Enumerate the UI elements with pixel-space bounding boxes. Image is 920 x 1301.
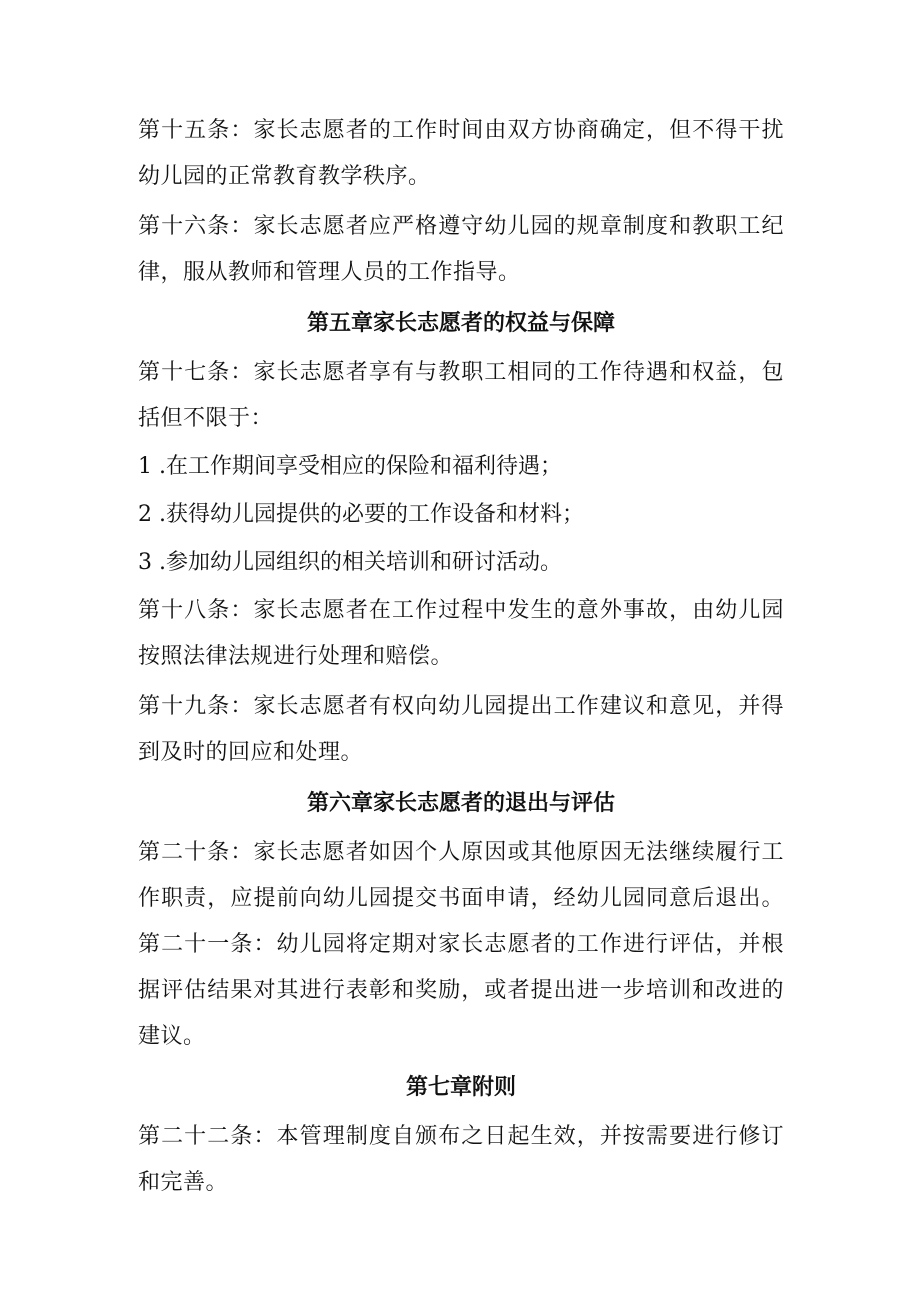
article-17: 第十七条：家长志愿者享有与教职工相同的工作待遇和权益，包 括但不限于：: [138, 360, 784, 431]
document-page: [138, 108, 784, 1206]
chapter-5-heading: 第五章家长志愿者的权益与保障: [306, 310, 615, 336]
article-15: 第十五条：家长志愿者的工作时间由双方协商确定，但不得干扰 幼儿园的正常教育教学秩序。: [138, 118, 784, 189]
chapter-7-heading: 第七章附则: [405, 1074, 516, 1100]
article-19: 第十九条：家长志愿者有权向幼儿园提出工作建议和意见，并得 到及时的回应和处理。: [138, 694, 784, 765]
article-18: 第十八条：家长志愿者在工作过程中发生的意外事故，由幼儿园 按照法律法规进行处理和赔偿。: [138, 598, 784, 669]
article-20-21: 第二十条：家长志愿者如因个人原因或其他原因无法继续履行工 作职责，应提前向幼儿园提交书面申请，经幼儿园同意后退出。 第二十一条：幼儿园将定期对家长志愿者的工作进行评估，并根 据评估结果对其进行表彰和奖励，或者提出进一步培训和改进的 建议。: [138, 840, 784, 1049]
chapter-6-heading: 第六章家长志愿者的退出与评估: [306, 790, 615, 816]
list-item-2: 2 .获得幼儿园提供的必要的工作设备和材料；: [138, 502, 584, 527]
article-16: 第十六条：家长志愿者应严格遵守幼儿园的规章制度和教职工纪 律，服从教师和管理人员的工作指导。: [138, 214, 784, 285]
article-22: 第二十二条：本管理制度自颁布之日起生效，并按需要进行修订 和完善。: [138, 1124, 784, 1195]
list-item-3: 3 .参加幼儿园组织的相关培训和研讨活动。: [138, 550, 562, 575]
list-item-1: 1 .在工作期间享受相应的保险和福利待遇；: [138, 454, 562, 479]
